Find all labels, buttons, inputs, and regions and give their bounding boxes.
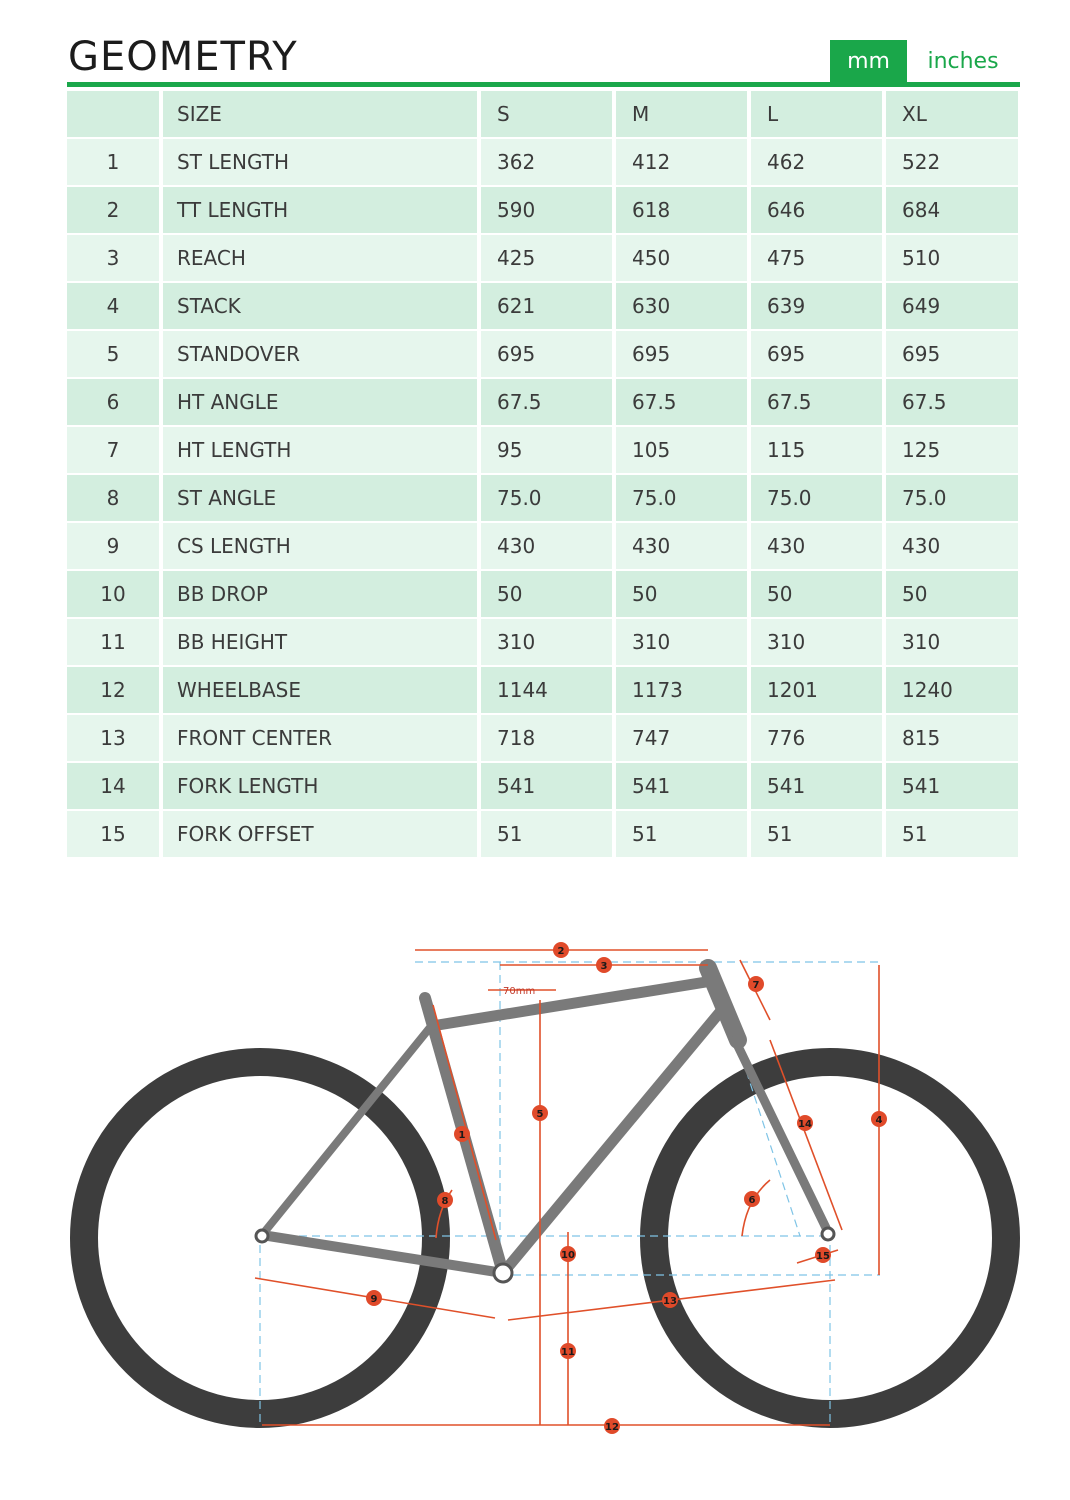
row-value-xl: 310 [886, 619, 1018, 665]
row-measurement-name: REACH [163, 235, 477, 281]
row-value-m: 51 [616, 811, 747, 857]
table-row [67, 187, 1020, 235]
row-value-l: 776 [751, 715, 882, 761]
row-number: 3 [67, 235, 159, 281]
row-value-s: 695 [481, 331, 612, 377]
marker-9 [366, 1290, 382, 1306]
row-value-s: 430 [481, 523, 612, 569]
row-value-m: 50 [616, 571, 747, 617]
marker-11 [560, 1343, 576, 1359]
row-value-xl: 67.5 [886, 379, 1018, 425]
unit-toggle[interactable] [830, 40, 1019, 82]
row-value-s: 718 [481, 715, 612, 761]
row-value-m: 75.0 [616, 475, 747, 521]
table-row [67, 811, 1020, 859]
svg-text:8: 8 [441, 1196, 449, 1207]
row-measurement-name: FORK LENGTH [163, 763, 477, 809]
row-value-xl: 815 [886, 715, 1018, 761]
mm-unit-button[interactable]: mm [830, 40, 907, 82]
row-value-s: 67.5 [481, 379, 612, 425]
row-value-xl: 541 [886, 763, 1018, 809]
row-value-l: 462 [751, 139, 882, 185]
row-measurement-name: STACK [163, 283, 477, 329]
title-divider [67, 82, 1020, 87]
row-value-xl: 510 [886, 235, 1018, 281]
header-cell-num [67, 91, 159, 137]
marker-1 [454, 1126, 470, 1142]
svg-text:6: 6 [748, 1195, 756, 1206]
table-row [67, 475, 1020, 523]
table-row [67, 619, 1020, 667]
svg-text:14: 14 [798, 1119, 812, 1130]
row-number: 12 [67, 667, 159, 713]
row-measurement-name: ST LENGTH [163, 139, 477, 185]
row-value-l: 67.5 [751, 379, 882, 425]
row-value-l: 75.0 [751, 475, 882, 521]
row-value-m: 67.5 [616, 379, 747, 425]
marker-8 [437, 1192, 453, 1208]
row-value-l: 639 [751, 283, 882, 329]
row-value-l: 541 [751, 763, 882, 809]
row-measurement-name: BB HEIGHT [163, 619, 477, 665]
row-value-l: 475 [751, 235, 882, 281]
row-value-s: 75.0 [481, 475, 612, 521]
inches-unit-button[interactable]: inches [907, 40, 1019, 82]
row-value-xl: 684 [886, 187, 1018, 233]
table-row [67, 331, 1020, 379]
table-row [67, 571, 1020, 619]
row-measurement-name: TT LENGTH [163, 187, 477, 233]
marker-2 [553, 942, 569, 958]
row-value-m: 450 [616, 235, 747, 281]
row-value-xl: 50 [886, 571, 1018, 617]
table-row [67, 763, 1020, 811]
svg-text:15: 15 [816, 1251, 830, 1262]
marker-14 [797, 1115, 813, 1131]
row-value-s: 51 [481, 811, 612, 857]
row-value-m: 412 [616, 139, 747, 185]
header-cell-m: M [616, 91, 747, 137]
row-measurement-name: HT LENGTH [163, 427, 477, 473]
row-value-xl: 1240 [886, 667, 1018, 713]
svg-text:13: 13 [663, 1296, 677, 1307]
setback-label: 70mm [503, 986, 536, 997]
row-value-s: 310 [481, 619, 612, 665]
front-dropout [822, 1228, 834, 1240]
row-value-s: 590 [481, 187, 612, 233]
row-value-l: 50 [751, 571, 882, 617]
row-value-xl: 125 [886, 427, 1018, 473]
row-number: 6 [67, 379, 159, 425]
row-number: 14 [67, 763, 159, 809]
row-measurement-name: FRONT CENTER [163, 715, 477, 761]
row-value-m: 618 [616, 187, 747, 233]
svg-text:9: 9 [370, 1294, 378, 1305]
row-value-m: 310 [616, 619, 747, 665]
row-value-s: 621 [481, 283, 612, 329]
table-row [67, 667, 1020, 715]
geometry-table [67, 91, 1020, 859]
row-value-l: 430 [751, 523, 882, 569]
row-value-s: 362 [481, 139, 612, 185]
row-value-m: 430 [616, 523, 747, 569]
page-title: GEOMETRY [68, 34, 298, 80]
row-number: 4 [67, 283, 159, 329]
header-cell-xl: XL [886, 91, 1018, 137]
row-value-l: 115 [751, 427, 882, 473]
row-value-l: 695 [751, 331, 882, 377]
rear-dropout [256, 1230, 268, 1242]
marker-13 [662, 1292, 678, 1308]
row-value-xl: 430 [886, 523, 1018, 569]
header-cell-l: L [751, 91, 882, 137]
row-value-xl: 51 [886, 811, 1018, 857]
svg-text:3: 3 [600, 961, 608, 972]
header-cell-size: SIZE [163, 91, 477, 137]
row-value-s: 1144 [481, 667, 612, 713]
marker-12 [604, 1418, 620, 1434]
row-number: 10 [67, 571, 159, 617]
table-row [67, 523, 1020, 571]
table-row [67, 427, 1020, 475]
marker-6 [744, 1191, 760, 1207]
marker-7 [748, 976, 764, 992]
row-number: 13 [67, 715, 159, 761]
svg-text:12: 12 [605, 1422, 619, 1433]
row-value-m: 1173 [616, 667, 747, 713]
row-measurement-name: STANDOVER [163, 331, 477, 377]
svg-text:2: 2 [557, 946, 565, 957]
row-measurement-name: HT ANGLE [163, 379, 477, 425]
row-value-s: 425 [481, 235, 612, 281]
row-value-m: 105 [616, 427, 747, 473]
row-number: 9 [67, 523, 159, 569]
row-number: 7 [67, 427, 159, 473]
row-number: 11 [67, 619, 159, 665]
header-cell-s: S [481, 91, 612, 137]
row-value-m: 541 [616, 763, 747, 809]
marker-3 [596, 957, 612, 973]
row-measurement-name: CS LENGTH [163, 523, 477, 569]
table-header-row [67, 91, 1020, 139]
svg-text:1: 1 [458, 1130, 466, 1141]
row-value-s: 50 [481, 571, 612, 617]
row-measurement-name: BB DROP [163, 571, 477, 617]
svg-text:5: 5 [536, 1109, 544, 1120]
row-number: 1 [67, 139, 159, 185]
row-value-m: 695 [616, 331, 747, 377]
row-value-l: 51 [751, 811, 882, 857]
table-row [67, 379, 1020, 427]
row-number: 5 [67, 331, 159, 377]
row-value-xl: 75.0 [886, 475, 1018, 521]
row-measurement-name: ST ANGLE [163, 475, 477, 521]
table-row [67, 139, 1020, 187]
marker-5 [532, 1105, 548, 1121]
bike-geometry-diagram [0, 880, 1070, 1480]
row-value-m: 630 [616, 283, 747, 329]
row-number: 15 [67, 811, 159, 857]
row-value-l: 310 [751, 619, 882, 665]
row-value-s: 541 [481, 763, 612, 809]
row-number: 2 [67, 187, 159, 233]
row-value-s: 95 [481, 427, 612, 473]
row-value-xl: 649 [886, 283, 1018, 329]
row-value-m: 747 [616, 715, 747, 761]
svg-text:10: 10 [561, 1250, 575, 1261]
row-value-l: 1201 [751, 667, 882, 713]
marker-15 [815, 1247, 831, 1263]
row-value-xl: 522 [886, 139, 1018, 185]
svg-text:4: 4 [875, 1115, 883, 1126]
svg-text:11: 11 [561, 1347, 575, 1358]
marker-10 [560, 1246, 576, 1262]
row-measurement-name: FORK OFFSET [163, 811, 477, 857]
row-measurement-name: WHEELBASE [163, 667, 477, 713]
row-number: 8 [67, 475, 159, 521]
table-row [67, 235, 1020, 283]
svg-text:7: 7 [752, 980, 760, 991]
table-row [67, 283, 1020, 331]
row-value-xl: 695 [886, 331, 1018, 377]
bottom-bracket [494, 1264, 512, 1282]
row-value-l: 646 [751, 187, 882, 233]
marker-4 [871, 1111, 887, 1127]
table-row [67, 715, 1020, 763]
